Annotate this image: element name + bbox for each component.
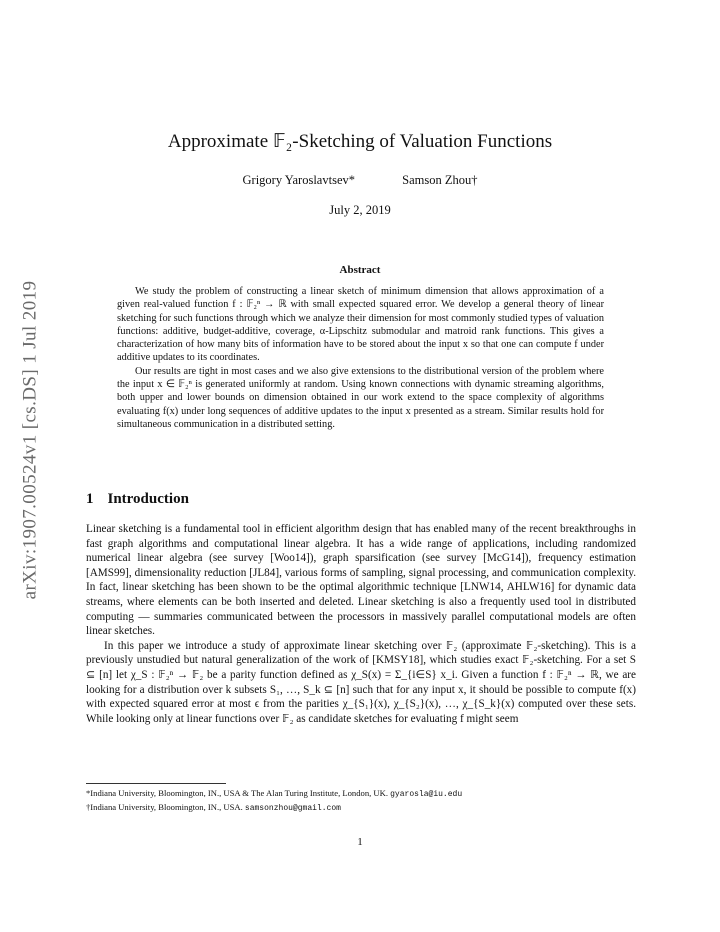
arxiv-sidebar-stamp	[10, 230, 50, 650]
body-text	[86, 522, 636, 726]
footnote-text: *Indiana University, Bloomington, IN., USA & The Alan Turing Institute, London, UK.	[86, 788, 391, 798]
page-number: 1	[357, 836, 363, 848]
abstract-heading: Abstract	[339, 264, 381, 276]
footnote	[86, 801, 646, 815]
author-name: Grigory Yaroslavtsev*	[242, 173, 355, 187]
abstract-body	[117, 285, 604, 431]
arxiv-identifier: arXiv:1907.00524v1 [cs.DS] 1 Jul 2019	[19, 280, 40, 600]
footnote-text: †Indiana University, Bloomington, IN., USA.	[86, 802, 245, 812]
footnote-rule	[86, 783, 226, 784]
paper-date: July 2, 2019	[329, 203, 391, 217]
author-name: Samson Zhou†	[402, 173, 478, 187]
abstract-paragraph: Our results are tight in most cases and we also give extensions to the distributional version of the problem where the input x ∈ 𝔽₂ⁿ is generated uniformly at random. Using known connections with dynamic streaming algorithms, both upper and lower bounds on dimension obtained in our work extend to the space complexity of algorithms evaluating f(x) under long sequences of additive updates to the input x presented as a stream. Similar results hold for simultaneous communication in a distributed setting.	[117, 365, 604, 430]
footnote-email: samsonzhou@gmail.com	[244, 804, 341, 813]
abstract-paragraph: We study the problem of constructing a linear sketch of minimum dimension that allows approximation of a given real-valued function f : 𝔽₂ⁿ → ℝ with small expected squared error. We develop a general theory of linear sketching for such functions through which we analyze their dimension for most commonly studied types of valuation functions: additive, budget-additive, coverage, α-Lipschitz submodular and matroid rank functions. This gives a characterization of how many bits of information have to be stored about the input x so that one can compute f under additive updates to its coordinates.	[117, 286, 604, 364]
paper-title: Approximate 𝔽₂-Sketching of Valuation Functions	[167, 131, 553, 152]
footnote-email: gyarosla@iu.edu	[390, 790, 463, 799]
body-paragraph: Linear sketching is a fundamental tool in efficient algorithm design that has enabled many of the recent breakthroughs in fast graph algorithms and computational linear algebra. It has a wide range of applications, including randomized numerical linear algebra (see survey [Woo14]), graph sparsification (see survey [McG14]), frequency estimation [AMS99], dimensionality reduction [JL84], various forms of sampling, signal processing, and communication complexity. In fact, linear sketching has been shown to be the optimal algorithmic technique [LNW14, AHLW16] for dynamic data streams, where elements can be both inserted and deleted. Linear sketching is also a frequently used tool in distributed computing — summaries communicated between the processors in massively parallel computational models are often linear sketches.	[86, 523, 636, 638]
author-list	[0, 173, 720, 188]
body-paragraph: In this paper we introduce a study of approximate linear sketching over 𝔽₂ (approximate 𝔽₂-sketching). This is a previously unstudied but natural generalization of the work of [KMSY18], which studies exact 𝔽₂-sketching. For a set S ⊆ [n] let χ_S : 𝔽₂ⁿ → 𝔽₂ be a parity function defined as χ_S(x) = Σ_{i∈S} x_i. Given a function f : 𝔽₂ⁿ → ℝ, we are looking for a distribution over k subsets S₁, …, S_k ⊆ [n] such that for any input x, it should be possible to compute f(x) with expected squared error at most ϵ from the parities χ_{S₁}(x), χ_{S₂}(x), …, χ_{S_k}(x) computed over these sets. While looking only at linear functions over 𝔽₂ as candidate sketches for evaluating f might seem	[86, 639, 636, 725]
section-title: Introduction	[107, 491, 189, 507]
section-number: 1	[86, 491, 94, 507]
footnotes	[86, 787, 646, 815]
footnote	[86, 787, 646, 801]
section-heading	[86, 491, 189, 508]
